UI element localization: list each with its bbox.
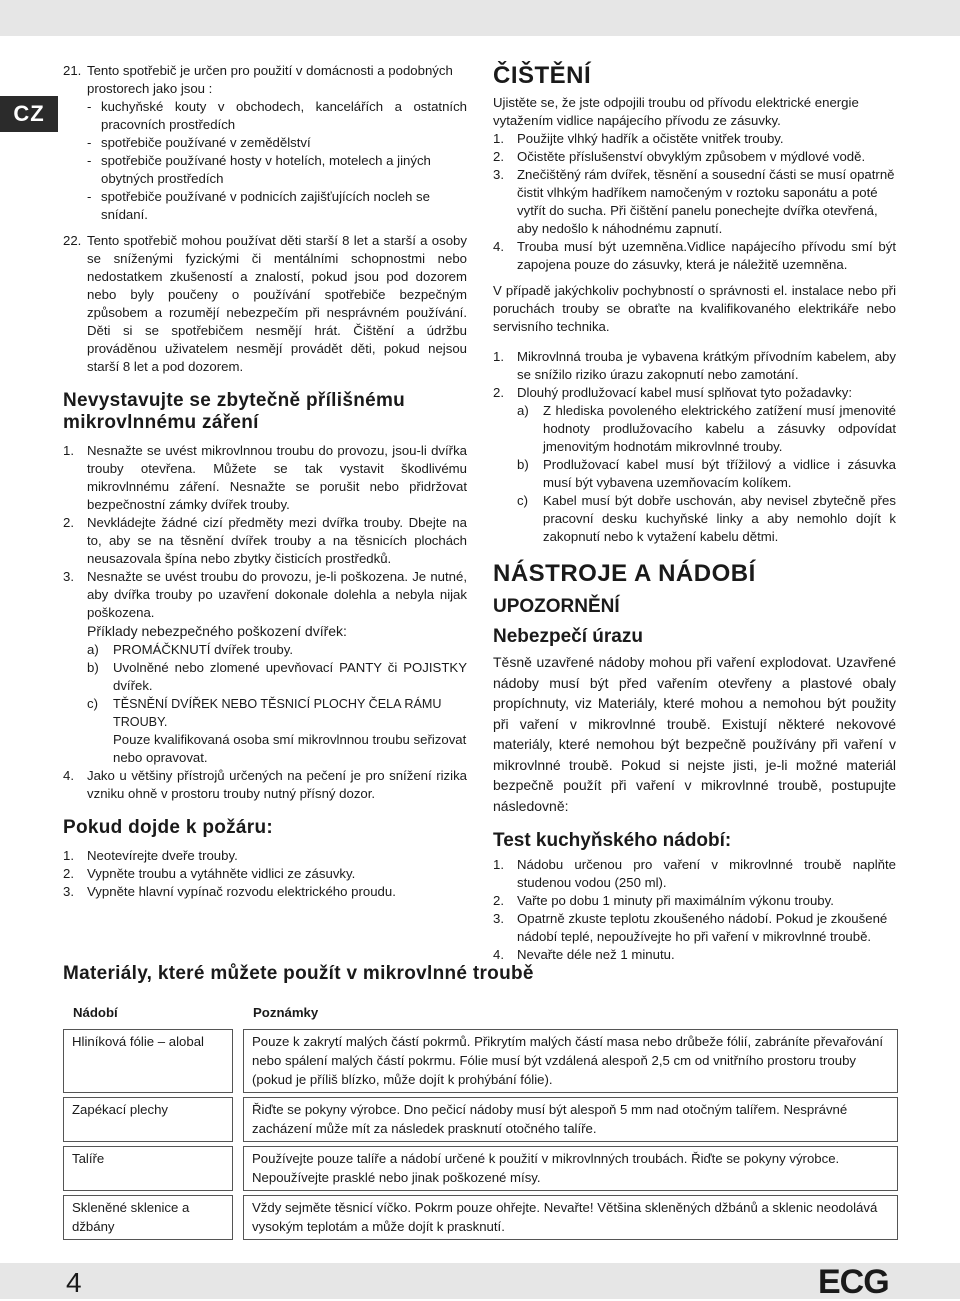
bottom-band <box>0 1263 960 1299</box>
cleaning-intro: Ujistěte se, že jste odpojili troubu od přívodu elektrické energie vytažením vidlice napájecího přívodu ze zásuvky. <box>493 95 859 128</box>
list-item: 1. Použijte vlhký hadřík a očistěte vnitřek trouby. <box>493 131 784 146</box>
right-column <box>493 62 896 964</box>
test-heading: Test kuchyňského nádobí: <box>493 830 732 851</box>
item-text: Tento spotřebič mohou používat děti starší 8 let a starší a osoby se sníženými fyzickými či mentálními schopnostmi nebo nedostatkem zkušeností a znalostí, pokud jsou pod dozorem nebo byly poučeny o používání spotřebiče bezpečným způsobem a rozumějí nebezpečím při nesprávném používání. Děti si se spotřebičem nesmějí hrát. Čištění a údržbu prováděnou uživatelem nesmějí provádět děti, pokud nejsou starší 8 let a pod dozorem. <box>87 233 467 374</box>
item-22 <box>63 232 467 376</box>
list-item: 1. Nádobu určenou pro vaření v mikrovlnné troubě naplňte studenou vodou (250 ml). <box>493 857 896 890</box>
radiation-heading: Nevystavujte se zbytečně přílišnému mikrovlnnému záření <box>63 390 406 433</box>
danger-heading: Nebezpečí úrazu <box>493 626 643 647</box>
list-item: 3. Znečištěný rám dvířek, těsnění a sousední části se musí opatrně čistit vlhkým hadříkem namočeným v roztoku saponátu a poté vytřít do sucha. Při čištění panelu ponechejte dvířka otevřená, aby nedošlo k náhodnému zapnutí. <box>493 167 895 236</box>
list-item: 2. Vařte po dobu 1 minuty při maximálním výkonu trouby. <box>493 893 834 908</box>
cleaning-heading: ČIŠTĚNÍ <box>493 62 592 89</box>
tools-text: Těsně uzavřené nádoby mohou při vaření explodovat. Uzavřené nádoby musí být před vařením otevřeny a plastové obaly propíchnuty, viz Materiály, které mohou a nemohou být použity při vaření v mikrovlnné troubě. Existují některé nekovové materiály, které nemohou být bezpečně používány při vaření v mikrovlnné troubě. Pokud si nejste jisti, je-li možné materiál bezpečně použít při vaření v mikrovlnné troubě, postupujte následovně: <box>493 654 896 814</box>
list-item: 3. Nesnažte se uvést troubu do provozu, je-li poškozena. Je nutné, aby dvířka trouby po uzavření dokonale dolehla a nebyla nijak poškozena. <box>63 569 467 620</box>
bullet: - kuchyňské kouty v obchodech, kancelářích a ostatních pracovních prostředích <box>87 99 467 132</box>
list-item: 1. Mikrovlnná trouba je vybavena krátkým přívodním kabelem, aby se snížilo riziko úrazu zakopnutí nebo zamotání. <box>493 349 896 382</box>
item-number: 22. <box>63 233 82 248</box>
example-item: a) PROMÁČKNUTÍ dvířek trouby. <box>87 642 294 657</box>
examples-block <box>63 622 467 767</box>
examples-title: Příklady nebezpečného poškození dvířek: <box>87 623 347 639</box>
left-column <box>63 62 467 901</box>
fire-heading: Pokud dojde k požáru: <box>63 817 274 838</box>
table-row: Hliníková fólie – alobal Pouze k zakrytí malých částí pokrmů. Přikrytím malých částí masa nebo drůbeže fólií, zabráníte převařování nebo spálení malých částí pokrmu. Fólie musí být vzdálená alespoň 2,5 cm od vnitřního prostoru trouby (pokud je příliš blízko, může dojít k prohýbání fólie). <box>63 1029 898 1093</box>
table-header: Poznámky <box>253 1005 319 1020</box>
item-number: 21. <box>63 63 82 78</box>
example-item: c) TĚSNĚNÍ DVÍŘEK NEBO TĚSNICÍ PLOCHY ČELA RÁMU TROUBY. <box>87 696 442 729</box>
list-item: 1. Nesnažte se uvést mikrovlnnou troubu do provozu, jsou-li dvířka trouby otevřena. Můžete se tak vystavit škodlivému mikrovlnnému záření. Nesnažte se porušit nebo přidržovat bezpečnostní zámky dvířek trouby. <box>63 443 467 512</box>
sub-item: b) Prodlužovací kabel musí být třížilový a vidlice i zásuvka musí být vybavena uzemňovacím kolíkem. <box>517 457 896 490</box>
language-tab: CZ <box>0 96 58 132</box>
top-band <box>0 0 960 36</box>
item-text: Tento spotřebič je určen pro použití v domácnosti a podobných prostorech jako jsou : <box>87 63 453 96</box>
table-row: Zapékací plechy Řiďte se pokyny výrobce. Dno pečicí nádoby musí být alespoň 5 mm nad otočným talířem. Nesprávné zacházení může mít za následek prasknutí otočného talíře. <box>63 1097 898 1142</box>
table-row: Talíře Používejte pouze talíře a nádobí určené k použití v mikrovlnných troubách. Řiďte se pokyny výrobce. Nepoužívejte prasklé nebo jinak poškozené mísy. <box>63 1146 898 1191</box>
brand-logo: ECG <box>818 1263 889 1301</box>
materials-title: Materiály, které můžete použít v mikrovlnné troubě <box>63 963 534 984</box>
page-number: 4 <box>66 1267 82 1298</box>
list-item: 3. Opatrně zkuste teplotu zkoušeného nádobí. Pokud je zkoušené nádobí teplé, nepoužívejte ho při vaření v mikrovlnné troubě. <box>493 911 888 944</box>
table-header: Nádobí <box>73 1005 118 1020</box>
list-item: 1. Neotevírejte dveře trouby. <box>63 848 238 863</box>
list-item: 4. Trouba musí být uzemněna.Vidlice napájecího přívodu smí být zapojena pouze do zásuvky, která je náležitě uzemněna. <box>493 239 896 272</box>
materials-table <box>63 998 898 1244</box>
list-item: 2. Vypněte troubu a vytáhněte vidlici ze zásuvky. <box>63 866 356 881</box>
list-item: 2. Dlouhý prodlužovací kabel musí splňovat tyto požadavky: <box>493 385 852 400</box>
table-row: Skleněné sklenice a džbány Vždy sejměte těsnicí víčko. Pokrm pouze ohřejte. Nevařte! Většina skleněných džbánů a sklenic neodolává vysokým teplotám a může dojít k prasknutí. <box>63 1195 898 1240</box>
list-item: 3. Vypněte hlavní vypínač rozvodu elektrického proudu. <box>63 884 396 899</box>
doubt-text: V případě jakýchkoliv pochybností o správnosti el. instalace nebo při poruchách trouby se obraťte na kvalifikovaného elektrikáře nebo servisního technika. <box>493 283 896 334</box>
bullet: - spotřebiče používané hosty v hotelích, motelech a jiných obytných prostředích <box>87 153 431 186</box>
list-item: 2. Nevkládejte žádné cizí předměty mezi dvířka trouby. Dbejte na to, aby se na těsnění dvířek trouby a na těsnicích plochách neusazovala špína nebo zbytky čisticích prostředků. <box>63 515 467 566</box>
tools-heading: NÁSTROJE A NÁDOBÍ <box>493 560 756 587</box>
warning-heading: UPOZORNĚNÍ <box>493 596 620 617</box>
examples-note: Pouze kvalifikovaná osoba smí mikrovlnnou troubu seřizovat nebo opravovat. <box>113 732 467 765</box>
bullet: - spotřebiče používané v zemědělství <box>87 135 311 150</box>
item-21 <box>63 62 467 224</box>
cable-sublist <box>493 402 896 546</box>
sub-item: c) Kabel musí být dobře uschován, aby nevisel zbytečně přes pracovní desku kuchyňské linky a aby nemohlo dojít k zakopnutí nebo k vytažení kabelu dětmi. <box>517 493 896 544</box>
bullet: - spotřebiče používané v podnicích zajišťujících nocleh se snídaní. <box>87 189 430 222</box>
list-item: 4. Nevařte déle než 1 minutu. <box>493 947 675 962</box>
sub-item: a) Z hlediska povoleného elektrického zatížení musí jmenovité hodnoty prodlužovacího kabelu a zásuvky odpovídat jmenovitým hodnotám mikrovlnné trouby. <box>517 403 896 454</box>
list-item: 2. Očistěte příslušenství obvyklým způsobem v mýdlové vodě. <box>493 149 866 164</box>
list-item: 4. Jako u většiny přístrojů určených na pečení je pro snížení rizika vzniku ohně v prostoru trouby nutný přísný dozor. <box>63 768 467 801</box>
example-item: b) Uvolněné nebo zlomené upevňovací PANTY či POJISTKY dvířek. <box>87 660 467 693</box>
